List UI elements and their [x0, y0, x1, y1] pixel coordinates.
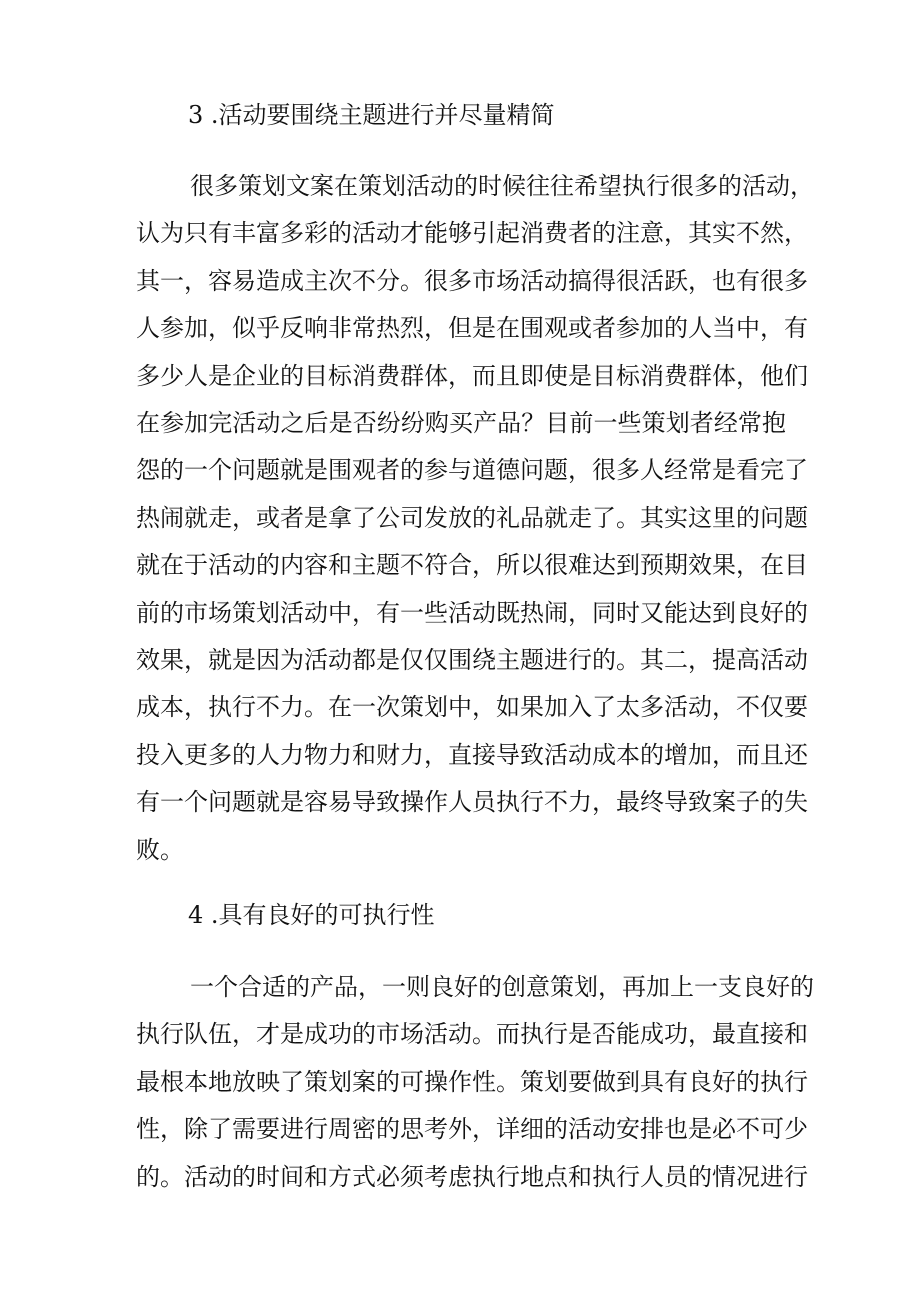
text-line: 效果，就是因为活动都是仅仅围绕主题进行的。其二，提高活动	[136, 646, 808, 674]
text-line: 前的市场策划活动中，有一些活动既热闹，同时又能达到良好的	[136, 599, 808, 627]
section-heading-3: 3 .活动要围绕主题进行并尽量精简	[188, 101, 555, 129]
text-line: 人参加，似乎反响非常热烈，但是在围观或者参加的人当中，有	[136, 314, 808, 342]
text-line: 成本，执行不力。在一次策划中，如果加入了太多活动，不仅要	[136, 693, 808, 721]
text-line: 有一个问题就是容易导致操作人员执行不力，最终导致案子的失	[136, 788, 808, 816]
text-line: 认为只有丰富多彩的活动才能够引起消费者的注意，其实不然，	[136, 219, 808, 247]
text-line: 很多策划文案在策划活动的时候往往希望执行很多的活动，	[190, 172, 814, 200]
text-line: 投入更多的人力物力和财力，直接导致活动成本的增加，而且还	[136, 741, 808, 769]
text-line: 败。	[136, 836, 184, 864]
text-line: 其一，容易造成主次不分。很多市场活动搞得很活跃，也有很多	[136, 267, 808, 295]
text-line: 最根本地放映了策划案的可操作性。策划要做到具有良好的执行	[136, 1068, 808, 1096]
text-line: 一个合适的产品，一则良好的创意策划，再加上一支良好的	[190, 973, 814, 1001]
text-line: 多少人是企业的目标消费群体，而且即使是目标消费群体，他们	[136, 362, 808, 390]
text-line: 就在于活动的内容和主题不符合，所以很难达到预期效果，在目	[136, 551, 808, 579]
text-line: 性，除了需要进行周密的思考外，详细的活动安排也是必不可少	[136, 1115, 808, 1143]
text-line: 热闹就走，或者是拿了公司发放的礼品就走了。其实这里的问题	[136, 504, 808, 532]
section-heading-4: 4 .具有良好的可执行性	[188, 901, 435, 929]
text-line: 执行队伍，才是成功的市场活动。而执行是否能成功，最直接和	[136, 1020, 808, 1048]
text-line: 怨的一个问题就是围观者的参与道德问题，很多人经常是看完了	[136, 456, 808, 484]
text-line: 在参加完活动之后是否纷纷购买产品？目前一些策划者经常抱	[136, 409, 786, 437]
text-line: 的。活动的时间和方式必须考虑执行地点和执行人员的情况进行	[136, 1163, 808, 1191]
